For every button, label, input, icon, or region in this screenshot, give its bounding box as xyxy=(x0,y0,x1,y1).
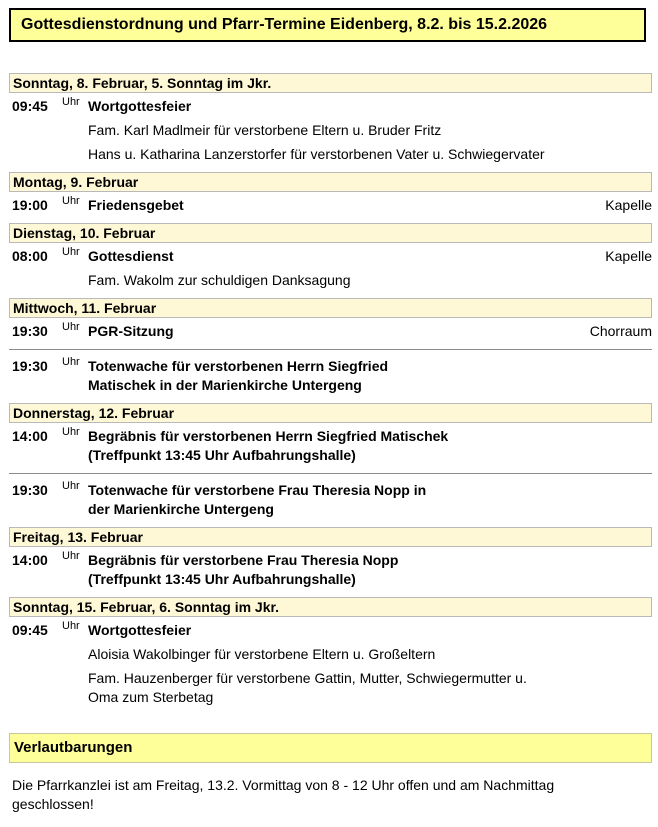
day-header: Sonntag, 15. Februar, 6. Sonntag im Jkr. xyxy=(9,597,652,617)
event-time: 08:00 xyxy=(12,248,48,264)
event xyxy=(9,322,652,341)
day-header: Mittwoch, 11. Februar xyxy=(9,298,652,318)
event-time: 14:00 xyxy=(12,552,48,568)
event-title: Wortgottesfeier xyxy=(88,622,192,638)
event xyxy=(9,196,652,215)
event-title: Gottesdienst xyxy=(88,248,174,264)
uhr-label: Uhr xyxy=(62,195,80,207)
uhr-label: Uhr xyxy=(62,356,80,368)
event-title: PGR-Sitzung xyxy=(88,323,174,339)
event-note: Aloisia Wakolbinger für verstorbene Eltern u. Großeltern xyxy=(88,646,436,662)
event-location: Chorraum xyxy=(589,323,652,339)
page-title: Gottesdienstordnung und Pfarr-Termine Eidenberg, 8.2. bis 15.2.2026 xyxy=(9,8,646,42)
event xyxy=(9,473,652,519)
event-title-line: Totenwache für verstorbene Frau Theresia Nopp in xyxy=(88,482,427,498)
day-header: Donnerstag, 12. Februar xyxy=(9,403,652,423)
event-title-line: Begräbnis für verstorbenen Herrn Siegfried Matischek xyxy=(88,428,449,444)
event-time: 19:30 xyxy=(12,323,48,339)
event xyxy=(9,551,652,589)
event xyxy=(9,427,652,465)
event-title: Wortgottesfeier xyxy=(88,98,192,114)
announcements-text: Die Pfarrkanzlei ist am Freitag, 13.2. Vormittag von 8 - 12 Uhr offen und am Nachmittag geschlossen! xyxy=(12,777,555,812)
day-header: Dienstag, 10. Februar xyxy=(9,223,652,243)
event-title-line: Matischek in der Marienkirche Untergeng xyxy=(88,377,362,393)
uhr-label: Uhr xyxy=(62,480,80,492)
event-note: Hans u. Katharina Lanzerstorfer für verstorbenen Vater u. Schwiegervater xyxy=(88,146,545,162)
event-title-line: der Marienkirche Untergeng xyxy=(88,501,274,517)
uhr-label: Uhr xyxy=(62,246,80,258)
event-note: Fam. Wakolm zur schuldigen Danksagung xyxy=(88,272,351,288)
event-title-line: Totenwache für verstorbenen Herrn Siegfried xyxy=(88,358,389,374)
uhr-label: Uhr xyxy=(62,550,80,562)
uhr-label: Uhr xyxy=(62,96,80,108)
event-title-line: (Treffpunkt 13:45 Uhr Aufbahrungshalle) xyxy=(88,447,356,463)
event-time: 09:45 xyxy=(12,622,48,638)
day-header: Sonntag, 8. Februar, 5. Sonntag im Jkr. xyxy=(9,73,652,93)
day-header: Freitag, 13. Februar xyxy=(9,527,652,547)
event-note: Fam. Hauzenberger für verstorbene Gattin, Mutter, Schwiegermutter u. Oma zum Sterbetag xyxy=(88,670,527,705)
uhr-label: Uhr xyxy=(62,426,80,438)
event-location: Kapelle xyxy=(605,197,652,213)
event-title-line: (Treffpunkt 13:45 Uhr Aufbahrungshalle) xyxy=(88,571,356,587)
event-time: 09:45 xyxy=(12,98,48,114)
event-time: 14:00 xyxy=(12,428,48,444)
announcements-heading: Verlautbarungen xyxy=(9,733,652,763)
event-time: 19:30 xyxy=(12,358,48,374)
event-title: Friedensgebet xyxy=(88,197,184,213)
event xyxy=(9,97,652,164)
day-header: Montag, 9. Februar xyxy=(9,172,652,192)
event xyxy=(9,621,652,707)
event-note: Fam. Karl Madlmeir für verstorbene Eltern u. Bruder Fritz xyxy=(88,122,442,138)
uhr-label: Uhr xyxy=(62,321,80,333)
event xyxy=(9,247,652,290)
event-time: 19:30 xyxy=(12,482,48,498)
event xyxy=(9,349,652,395)
event-title-line: Begräbnis für verstorbene Frau Theresia Nopp xyxy=(88,552,399,568)
schedule xyxy=(9,73,652,707)
event-time: 19:00 xyxy=(12,197,48,213)
event-location: Kapelle xyxy=(605,248,652,264)
uhr-label: Uhr xyxy=(62,620,80,632)
